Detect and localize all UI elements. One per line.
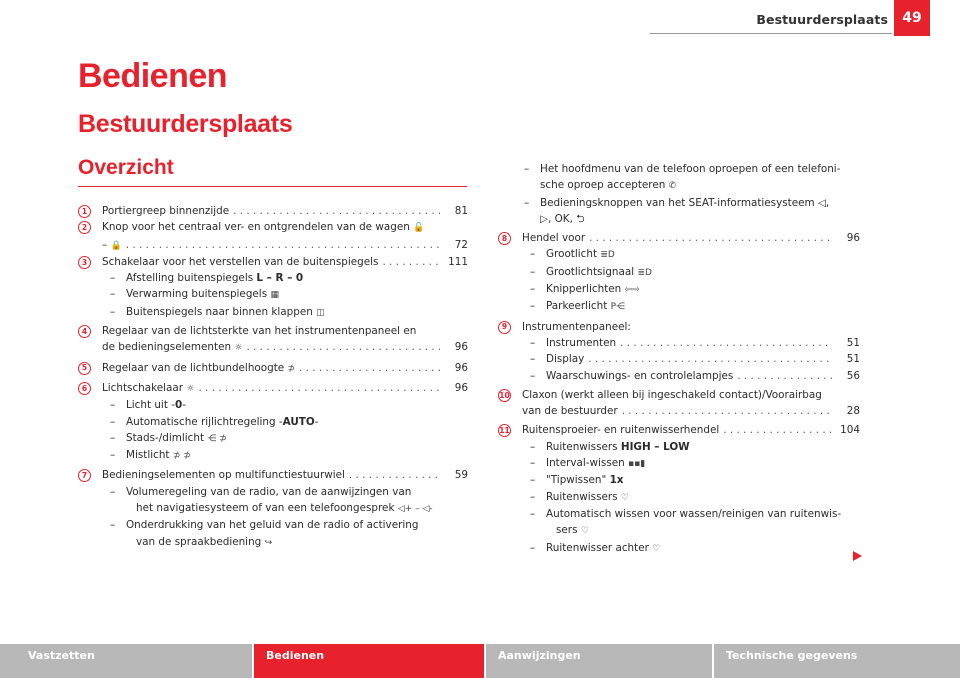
mirror-fold-icon: ◫ (316, 307, 325, 318)
fog-light-icon: ⊅ ⊅ (172, 451, 191, 462)
running-header-title: Bestuurdersplaats (756, 12, 888, 27)
legend-item-4: 4 Regelaar van de lichtsterkte van het instrumentenpaneel en de bedieningselementen ☼ . . . 96 (78, 323, 468, 357)
legend-item-10: 10 Claxon (werkt alleen bij ingeschakeld contact)/Voorairbag van de bestuurder . . . 28 (498, 387, 860, 420)
item-text-cont: – (102, 238, 108, 251)
unlock-icon: 🔓 (413, 223, 425, 234)
legend-item-9: 9 Instrumentenpaneel: (498, 319, 860, 335)
brightness-icon: ☼ (234, 343, 243, 354)
page-reference[interactable]: 51 (846, 336, 860, 349)
tab-bedienen[interactable]: Bedienen (254, 644, 486, 678)
sub-item: – Bedieningsknoppen van het SEAT-informatiesysteem ◁, (524, 195, 860, 211)
sub-item: – Onderdrukking van het geluid van de radio of activering (78, 517, 468, 533)
page-reference[interactable]: 96 (454, 361, 468, 374)
sub-item: – Grootlichtsignaal ≣D (498, 264, 860, 281)
page-reference[interactable]: 111 (448, 255, 468, 268)
item-text: Knop voor het centraal ver- en ontgrendelen van de wagen (102, 221, 410, 234)
sub-item-cont: ▷, OK, ⮌ (540, 212, 585, 225)
sub-item: – Ruitenwissers HIGH – LOW (498, 439, 860, 455)
parking-light-icon: P⋲ (610, 302, 626, 313)
headlight-flasher-icon: ≣D (637, 267, 652, 278)
high-beam-icon: ≣D (600, 250, 615, 261)
lock-icon: 🔒 (110, 240, 122, 251)
sub-item-cont: het navigatiesysteem of van een telefoongesprek ◁+ – ◁- (136, 502, 433, 515)
legend-item-8: 8 Hendel voor . . . 96 (498, 230, 860, 246)
legend-item-5: 5 Regelaar van de lichtbundelhoogte ⊅ . . . 96 (78, 360, 468, 377)
sub-item: – Knipperlichten ⇦⇨ (498, 281, 860, 298)
sub-item-cont: sche oproep accepteren ✆ (540, 179, 677, 192)
page-reference[interactable]: 96 (454, 381, 468, 394)
item-text: Schakelaar voor het verstellen van de buitenspiegels (102, 255, 379, 268)
tab-vastzetten[interactable]: Vastzetten (0, 644, 254, 678)
sub-item: – Volumeregeling van de radio, van de aanwijzingen van (78, 484, 468, 500)
legend-item-1 (78, 203, 468, 219)
callout-number: 5 (78, 362, 91, 375)
sub-item: – "Tipwissen" 1x (498, 472, 860, 488)
sub-item: – Verwarming buitenspiegels ▦ (78, 286, 468, 303)
interval-wipe-icon: ▪▪▮ (628, 459, 646, 470)
page-reference[interactable]: 56 (846, 369, 860, 382)
left-column (78, 203, 468, 551)
light-switch-icon: ☼ (186, 383, 195, 394)
headlight-range-icon: ⊅ (287, 363, 296, 374)
callout-number: 11 (498, 424, 511, 437)
continue-arrow-icon (853, 551, 862, 561)
callout-number: 3 (78, 256, 91, 269)
sub-item: – Licht uit -0- (78, 397, 468, 413)
legend-item-3 (78, 254, 468, 270)
tab-technische-gegevens[interactable]: Technische gegevens (714, 644, 960, 678)
callout-number: 1 (78, 205, 91, 218)
sub-item: – Mistlicht ⊅ ⊅ (78, 447, 468, 464)
voice-control-icon: ↪ (264, 537, 273, 548)
legend-item-2 (78, 219, 468, 254)
subsection-rule (78, 186, 467, 187)
right-column (498, 161, 860, 557)
sub-item: – Display . . . 51 (498, 351, 860, 367)
legend-item-7 (78, 467, 468, 483)
sub-item: – Stads-/dimlicht ⋲ ⊅ (78, 430, 468, 447)
page-reference[interactable]: 72 (454, 238, 468, 251)
sub-item: – Waarschuwings- en controlelampjes . . . 56 (498, 368, 860, 384)
item-text: Bedieningselementen op multifunctiestuurwiel (102, 469, 345, 482)
callout-number: 8 (498, 232, 511, 245)
callout-number: 2 (78, 221, 91, 234)
side-light-icon: ⋲ ⊅ (207, 433, 227, 444)
page-reference[interactable]: 96 (846, 232, 860, 245)
rear-wiper-icon: ♡ (652, 543, 661, 554)
page-number: 49 (894, 0, 930, 36)
sub-item: – Afstelling buitenspiegels L – R – 0 (78, 270, 468, 286)
sub-item: – Ruitenwisser achter ♡ (498, 540, 860, 557)
sub-item: – Buitenspiegels naar binnen klappen ◫ (78, 304, 468, 321)
page-reference[interactable]: 96 (454, 341, 468, 354)
wiper-icon: ♡ (620, 492, 629, 503)
sub-item: – Automatisch wissen voor wassen/reinigen van ruitenwis- (498, 506, 860, 522)
subsection-heading: Overzicht (78, 156, 174, 179)
callout-number: 10 (498, 389, 511, 402)
item-text: Regelaar van de lichtsterkte van het instrumentenpaneel en (102, 325, 417, 338)
page-reference[interactable]: 104 (840, 424, 860, 437)
header-rule (650, 33, 892, 34)
callout-number: 6 (78, 382, 91, 395)
callout-number: 7 (78, 469, 91, 482)
sub-item-cont: van de spraakbediening ↪ (136, 535, 273, 548)
sub-item: – Ruitenwissers ♡ (498, 489, 860, 506)
chapter-heading: Bedienen (78, 57, 228, 95)
turn-signal-icon: ⇦⇨ (624, 285, 640, 296)
page-reference[interactable]: 59 (454, 469, 468, 482)
legend-item-11: 11 Ruitensproeier- en ruitenwisserhendel . . . 104 (498, 422, 860, 438)
item-text: Portiergreep binnenzijde (102, 205, 230, 217)
page-reference[interactable]: 51 (846, 353, 860, 366)
page-reference[interactable]: 81 (454, 205, 468, 217)
section-heading: Bestuurdersplaats (78, 110, 293, 138)
callout-number: 4 (78, 325, 91, 338)
volume-icon: ◁+ – ◁- (397, 504, 433, 515)
chapter-tabs (0, 644, 960, 678)
sub-item: – Parkeerlicht P⋲ (498, 298, 860, 315)
sub-item: – Het hoofdmenu van de telefoon oproepen of een telefoni- (524, 161, 860, 177)
mirror-heating-icon: ▦ (270, 290, 279, 301)
sub-item: – Interval-wissen ▪▪▮ (498, 455, 860, 472)
phone-icon: ✆ (668, 181, 677, 192)
page-reference[interactable]: 28 (846, 405, 860, 418)
callout-number: 9 (498, 321, 511, 334)
legend-item-6: 6 Lichtschakelaar ☼ . . . 96 (78, 380, 468, 397)
sub-item: – Instrumenten . . . 51 (498, 335, 860, 351)
sub-item: – Grootlicht ≣D (498, 246, 860, 263)
tab-aanwijzingen[interactable]: Aanwijzingen (486, 644, 714, 678)
sub-item-cont: sers ♡ (556, 524, 589, 537)
washer-icon: ♡ (580, 526, 589, 537)
sub-item: – Automatische rijlichtregeling -AUTO- (78, 414, 468, 430)
